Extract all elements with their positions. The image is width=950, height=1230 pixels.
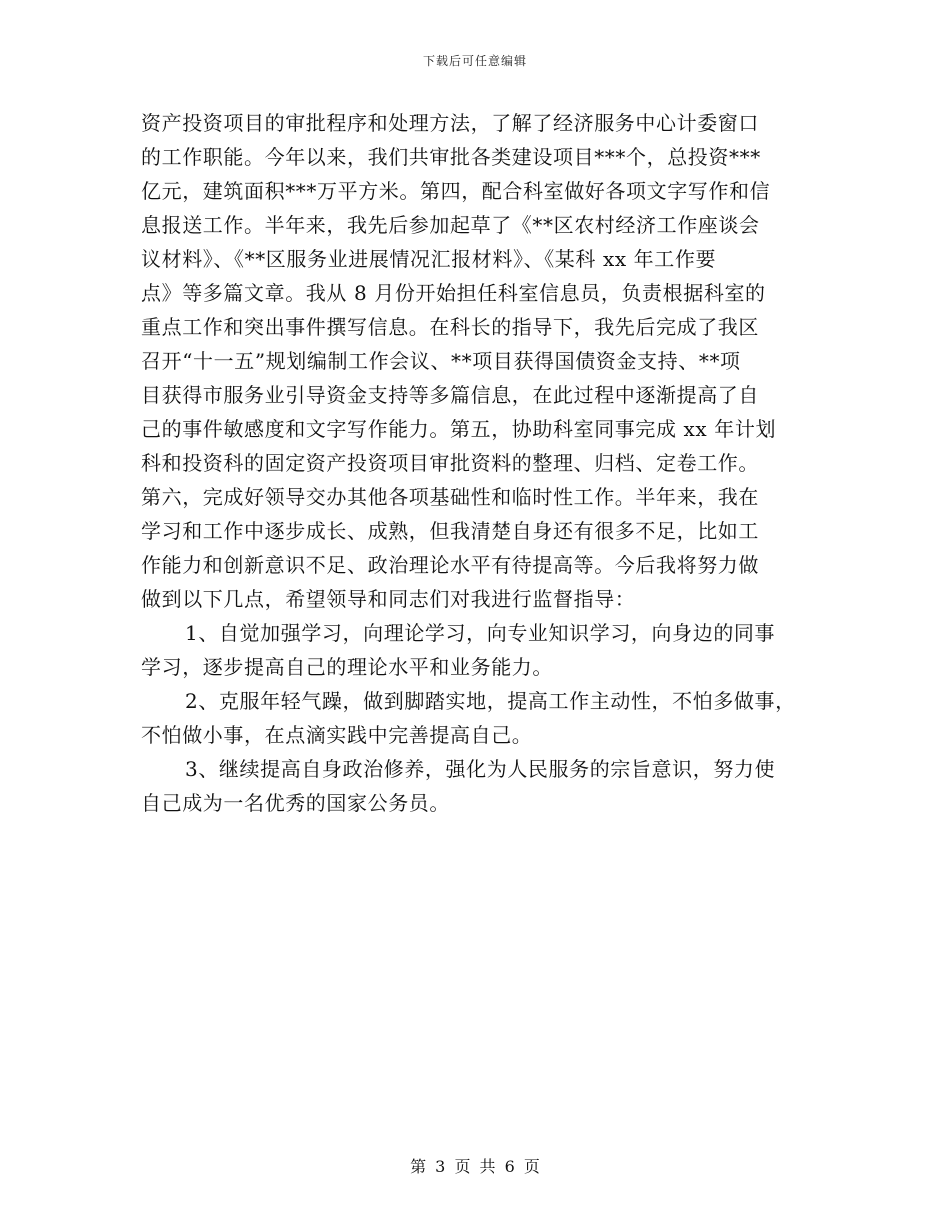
list-item-3-line: 3、继续提高自身政治修养，强化为人民服务的宗旨意识，努力使 <box>185 757 776 781</box>
text-line: 作能力和创新意识不足、政治理论水平有待提高等。今后我将努力做 <box>141 553 759 577</box>
text-line: 的工作职能。今年以来，我们共审批各类建设项目***个，总投资*** <box>141 145 761 169</box>
list-item-3-continuation: 自己成为一名优秀的国家公务员。 <box>141 791 450 815</box>
text-line: 亿元，建筑面积***万平方米。第四，配合科室做好各项文字写作和信 <box>141 179 771 203</box>
text-line: 召开“十一五”规划编制工作会议、**项目获得国债资金支持、**项 <box>141 349 741 373</box>
list-item-2-line: 2、克服年轻气躁，做到脚踏实地，提高工作主动性，不怕多做事， <box>185 689 796 713</box>
text-line: 议材料》、《**区服务业进展情况汇报材料》、《某科 xx 年工作要 <box>141 247 717 271</box>
text-line: 资产投资项目的审批程序和处理方法，了解了经济服务中心计委窗口 <box>141 111 759 135</box>
page-header: 下载后可任意编辑 <box>422 54 527 68</box>
text-line: 息报送工作。半年来，我先后参加起草了《**区农村经济工作座谈会 <box>141 213 760 237</box>
text-line: 学习和工作中逐步成长、成熟，但我清楚自身还有很多不足，比如工 <box>141 519 759 543</box>
text-line: 第六，完成好领导交办其他各项基础性和临时性工作。半年来，我在 <box>141 485 759 509</box>
page-number: 第 3 页 共 6 页 <box>410 1157 540 1176</box>
list-item-1-continuation: 学习，逐步提高自己的理论水平和业务能力。 <box>141 655 553 679</box>
text-line: 点》等多篇文章。我从 8 月份开始担任科室信息员，负责根据科室的 <box>141 281 766 305</box>
text-line: 己的事件敏感度和文字写作能力。第五，协助科室同事完成 xx 年计划 <box>141 417 777 441</box>
list-item-2-continuation: 不怕做小事，在点滴实践中完善提高自己。 <box>141 723 533 747</box>
document-body <box>141 106 809 820</box>
text-line: 目获得市服务业引导资金支持等多篇信息，在此过程中逐渐提高了自 <box>141 383 759 407</box>
text-line: 重点工作和突出事件撰写信息。在科长的指导下，我先后完成了我区 <box>141 315 759 339</box>
text-line: 做到以下几点，希望领导和同志们对我进行监督指导： <box>141 587 636 611</box>
text-line: 科和投资科的固定资产投资项目审批资料的整理、归档、定卷工作。 <box>141 451 759 475</box>
list-item-1-line: 1、自觉加强学习，向理论学习，向专业知识学习，向身边的同事 <box>185 621 776 645</box>
